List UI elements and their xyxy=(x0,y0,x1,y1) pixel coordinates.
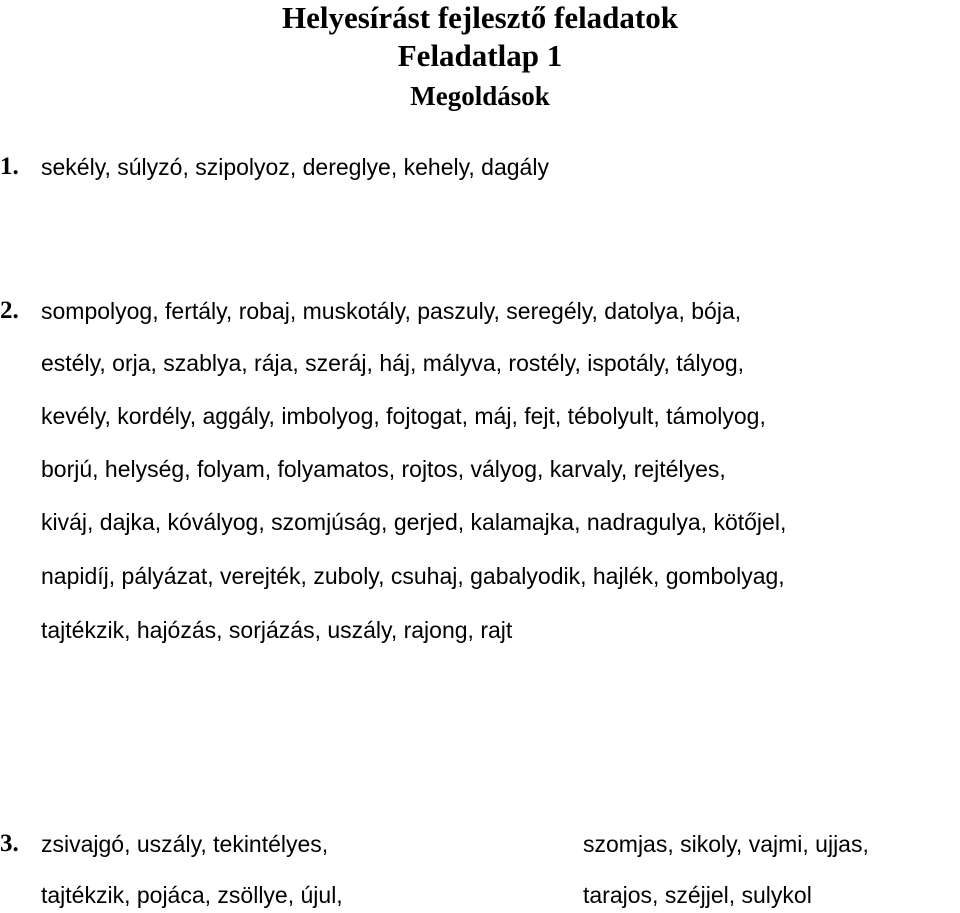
task-2-line: estély, orja, szablya, rája, szeráj, háj, mályva, rostély, ispotály, tályog, xyxy=(41,350,745,376)
worksheet-title: Feladatlap 1 xyxy=(397,38,563,73)
document-title: Helyesírást fejlesztő feladatok xyxy=(282,0,678,35)
task-1-line: sekély, súlyzó, szipolyoz, dereglye, kehely, dagály xyxy=(41,154,549,180)
task-3-left-line: zsivajgó, uszály, tekintélyes, xyxy=(41,831,329,857)
task-2-line: borjú, helység, folyam, folyamatos, rojtos, vályog, karvaly, rejtélyes, xyxy=(41,456,726,482)
task-2-line: tajtékzik, hajózás, sorjázás, uszály, rajong, rajt xyxy=(41,617,513,643)
task-3-number: 3. xyxy=(0,830,19,857)
task-2-line: kiváj, dajka, kóvályog, szomjúság, gerjed, kalamajka, nadragulya, kötőjel, xyxy=(41,509,787,535)
task-1-number: 1. xyxy=(0,153,19,180)
solutions-subtitle: Megoldások xyxy=(410,81,550,111)
task-2-line: napidíj, pályázat, verejték, zuboly, csuhaj, gabalyodik, hajlék, gombolyag, xyxy=(41,563,785,589)
task-3-left-line: tajtékzik, pojáca, zsöllye, újul, xyxy=(41,882,343,908)
task-2-line: kevély, kordély, aggály, imbolyog, fojtogat, máj, fejt, tébolyult, támolyog, xyxy=(41,403,766,429)
task-3-right-line: szomjas, sikoly, vajmi, ujjas, xyxy=(583,831,869,857)
task-3-right-line: tarajos, széjjel, sulykol xyxy=(583,882,812,908)
task-2-number: 2. xyxy=(0,297,19,324)
task-2-line: sompolyog, fertály, robaj, muskotály, paszuly, seregély, datolya, bója, xyxy=(41,298,742,324)
